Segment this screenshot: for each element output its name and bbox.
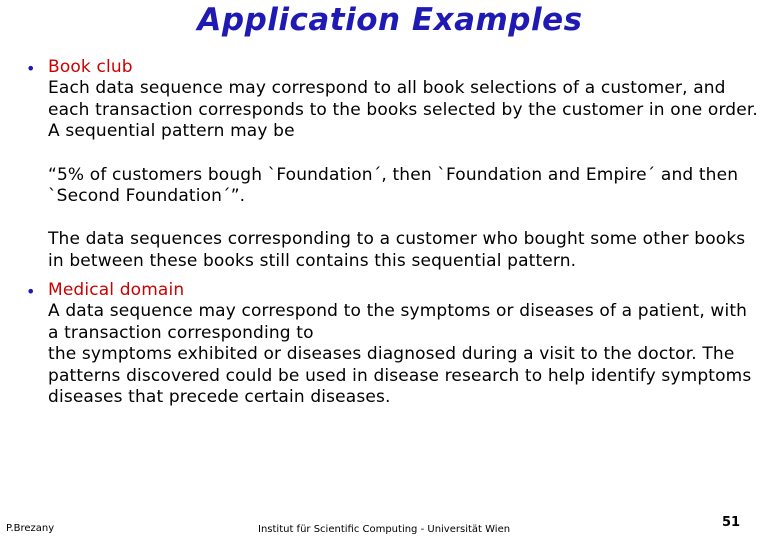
page-number: 51 (722, 515, 741, 530)
bullet-text: the symptoms exhibited or diseases diagnosed during a visit to the doctor. The patterns discovered could be used in disease research to help identify symptoms diseases that precede certain diseases. (48, 344, 752, 408)
bullet-heading: Medical domain (48, 280, 185, 300)
bullet-heading: Book club (48, 57, 133, 77)
bullet-text: Each data sequence may correspond to all book selections of a customer, and each transaction corresponds to the books selected by the customer in one order. A sequential pattern may be (48, 78, 758, 142)
bullet-text: A data sequence may correspond to the symptoms or diseases of a patient, with a transaction corresponding to (48, 301, 748, 343)
footer-author: P.Brezany (6, 523, 55, 534)
bullet-dot-icon: • (26, 282, 36, 301)
bullet-book-club (26, 57, 758, 272)
bullet-dot-icon: • (26, 59, 36, 78)
footer-institute: Institut für Scientific Computing - Universität Wien (258, 524, 511, 535)
bullet-quote: “5% of customers bough `Foundation´, then `Foundation and Empire´ and then `Second Foundation´”. (48, 164, 739, 207)
slide-title: Application Examples (197, 2, 583, 38)
bullet-text: The data sequences corresponding to a customer who bought some other books in between these books still contains this sequential pattern. (48, 229, 746, 271)
bullet-medical-domain (26, 280, 758, 408)
